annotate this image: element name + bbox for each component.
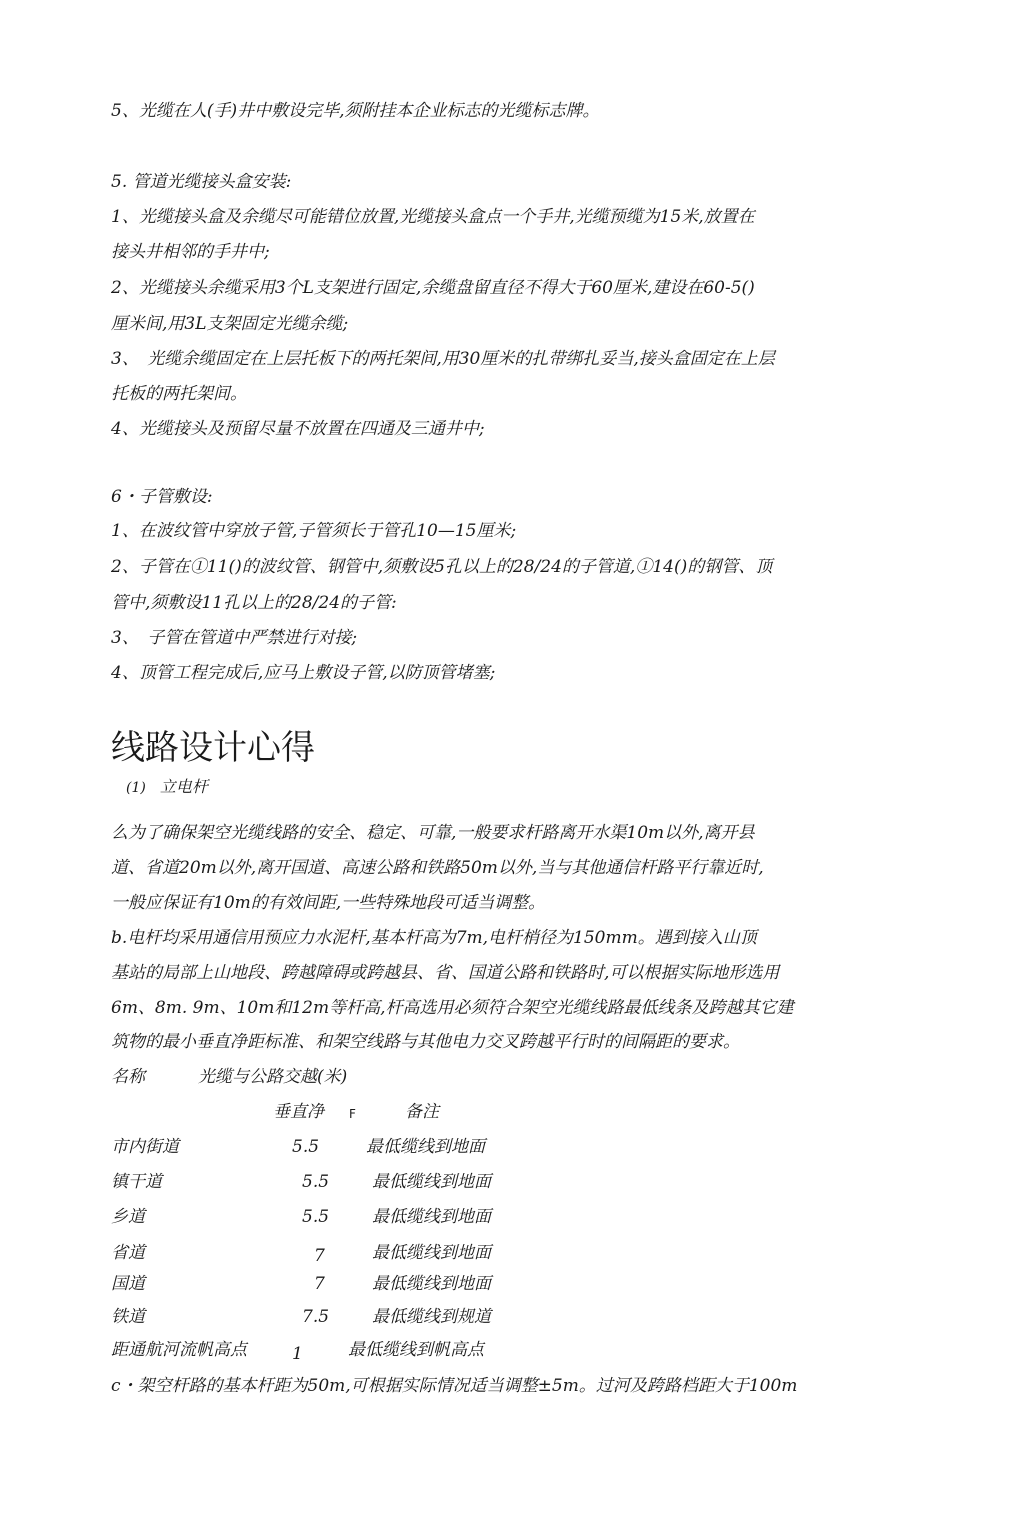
joint-box-heading: 5. 管道光缆接头盒安装: [111, 172, 292, 192]
joint-box-line-5: 3、 光缆余缆固定在上层托板下的两托架间,用30厘米的扎带绑扎妥当,接头盒固定在上层 [111, 349, 775, 369]
design-para-line-5: 基站的局部上山地段、跨越障碍或跨越县、省、国道公路和铁路时,可以根据实际地形选用 [111, 963, 780, 983]
row-name: 距通航河流帆高点 [111, 1340, 247, 1360]
section5-tail-line: 5、光缆在人(手)井中敷设完毕,须附挂本企业标志的光缆标志牌。 [111, 101, 600, 121]
row-value: 7.5 [302, 1307, 330, 1327]
row-note: 最低缆线到规道 [372, 1307, 491, 1327]
joint-box-line-4: 厘米间,用3L支架固定光缆余缆; [111, 314, 349, 334]
row-value: 1 [292, 1344, 303, 1364]
row-value: 5.5 [292, 1137, 320, 1157]
row-value: 5.5 [302, 1207, 330, 1227]
row-note: 最低缆线到地面 [366, 1137, 485, 1157]
design-para-line-2: 道、省道20m以外,离开国道、高速公路和铁路50m以外,当与其他通信杆路平行靠近时, [111, 858, 764, 878]
row-name: 省道 [111, 1243, 145, 1263]
design-title: 线路设计心得 [111, 728, 315, 768]
row-value: 7 [314, 1274, 325, 1294]
row-name: 铁道 [111, 1307, 145, 1327]
table-col-name-header: 名称 [111, 1067, 145, 1087]
row-note: 最低缆线到地面 [372, 1243, 491, 1263]
design-para-line-1: 么为了确保架空光缆线路的安全、稳定、可靠,一般要求杆路离开水渠10m以外,离开县 [111, 823, 755, 843]
row-note: 最低缆线到地面 [372, 1172, 491, 1192]
subduct-heading: 6・子管敷设: [111, 487, 213, 507]
design-para-line-6: 6m、8m. 9m、10m和12m等杆高,杆高选用必须符合架空光缆线路最低线条及跨越其它建 [111, 998, 794, 1018]
row-value: 5.5 [302, 1172, 330, 1192]
row-name: 镇干道 [111, 1172, 162, 1192]
design-subheading [126, 774, 208, 797]
joint-box-line-3: 2、光缆接头余缆采用3个L支架进行固定,余缆盘留直径不得大于60厘米,建设在60-5() [111, 278, 755, 298]
joint-box-line-6: 托板的两托架间。 [111, 384, 247, 404]
closing-line: c・架空杆路的基本杆距为50m,可根据实际情况适当调整±5m。过河及跨路档距大于100m [111, 1376, 798, 1396]
row-name: 国道 [111, 1274, 145, 1294]
row-name: 乡道 [111, 1207, 145, 1227]
table-value-header-mark: F [349, 1107, 356, 1121]
design-para-line-4: b.电杆均采用通信用预应力水泥杆,基本杆高为7m,电杆梢径为150mm。遇到接入山顶 [111, 928, 757, 948]
joint-box-line-2: 接头井相邻的手井中; [111, 242, 270, 262]
subduct-line-5: 4、顶管工程完成后,应马上敷设子管,以防顶管堵塞; [111, 663, 496, 683]
subheading-number: (1) [126, 780, 146, 796]
subheading-label: 立电杆 [159, 777, 208, 796]
design-para-line-3: 一般应保证有10m的有效间距,一些特殊地段可适当调整。 [111, 893, 546, 913]
subduct-line-3: 管中,须敷设11孔以上的28/24的子管: [111, 593, 397, 613]
row-value: 7 [314, 1246, 325, 1266]
row-note: 最低缆线到地面 [372, 1207, 491, 1227]
table-value-header: 垂直净 [273, 1102, 324, 1122]
subduct-line-1: 1、在波纹管中穿放子管,子管须长于管孔10—15厘米; [111, 521, 517, 541]
row-name: 市内街道 [111, 1137, 179, 1157]
design-para-line-7: 筑物的最小垂直净距标准、和架空线路与其他电力交叉跨越平行时的间隔距的要求。 [111, 1032, 740, 1052]
table-caption: 光缆与公路交越(米) [198, 1067, 348, 1087]
joint-box-line-7: 4、光缆接头及预留尽量不放置在四通及三通井中; [111, 419, 485, 439]
joint-box-line-1: 1、光缆接头盒及余缆尽可能错位放置,光缆接头盒点一个手井,光缆预缆为15米,放置在 [111, 207, 755, 227]
row-note: 最低缆线到帆高点 [348, 1340, 484, 1360]
row-note: 最低缆线到地面 [372, 1274, 491, 1294]
table-remark-header: 备注 [405, 1102, 439, 1122]
subduct-line-2: 2、子管在①11()的波纹管、钢管中,须敷设5孔以上的28/24的子管道,①14()的钢管、顶 [111, 557, 773, 577]
subduct-line-4: 3、 子管在管道中严禁进行对接; [111, 628, 358, 648]
